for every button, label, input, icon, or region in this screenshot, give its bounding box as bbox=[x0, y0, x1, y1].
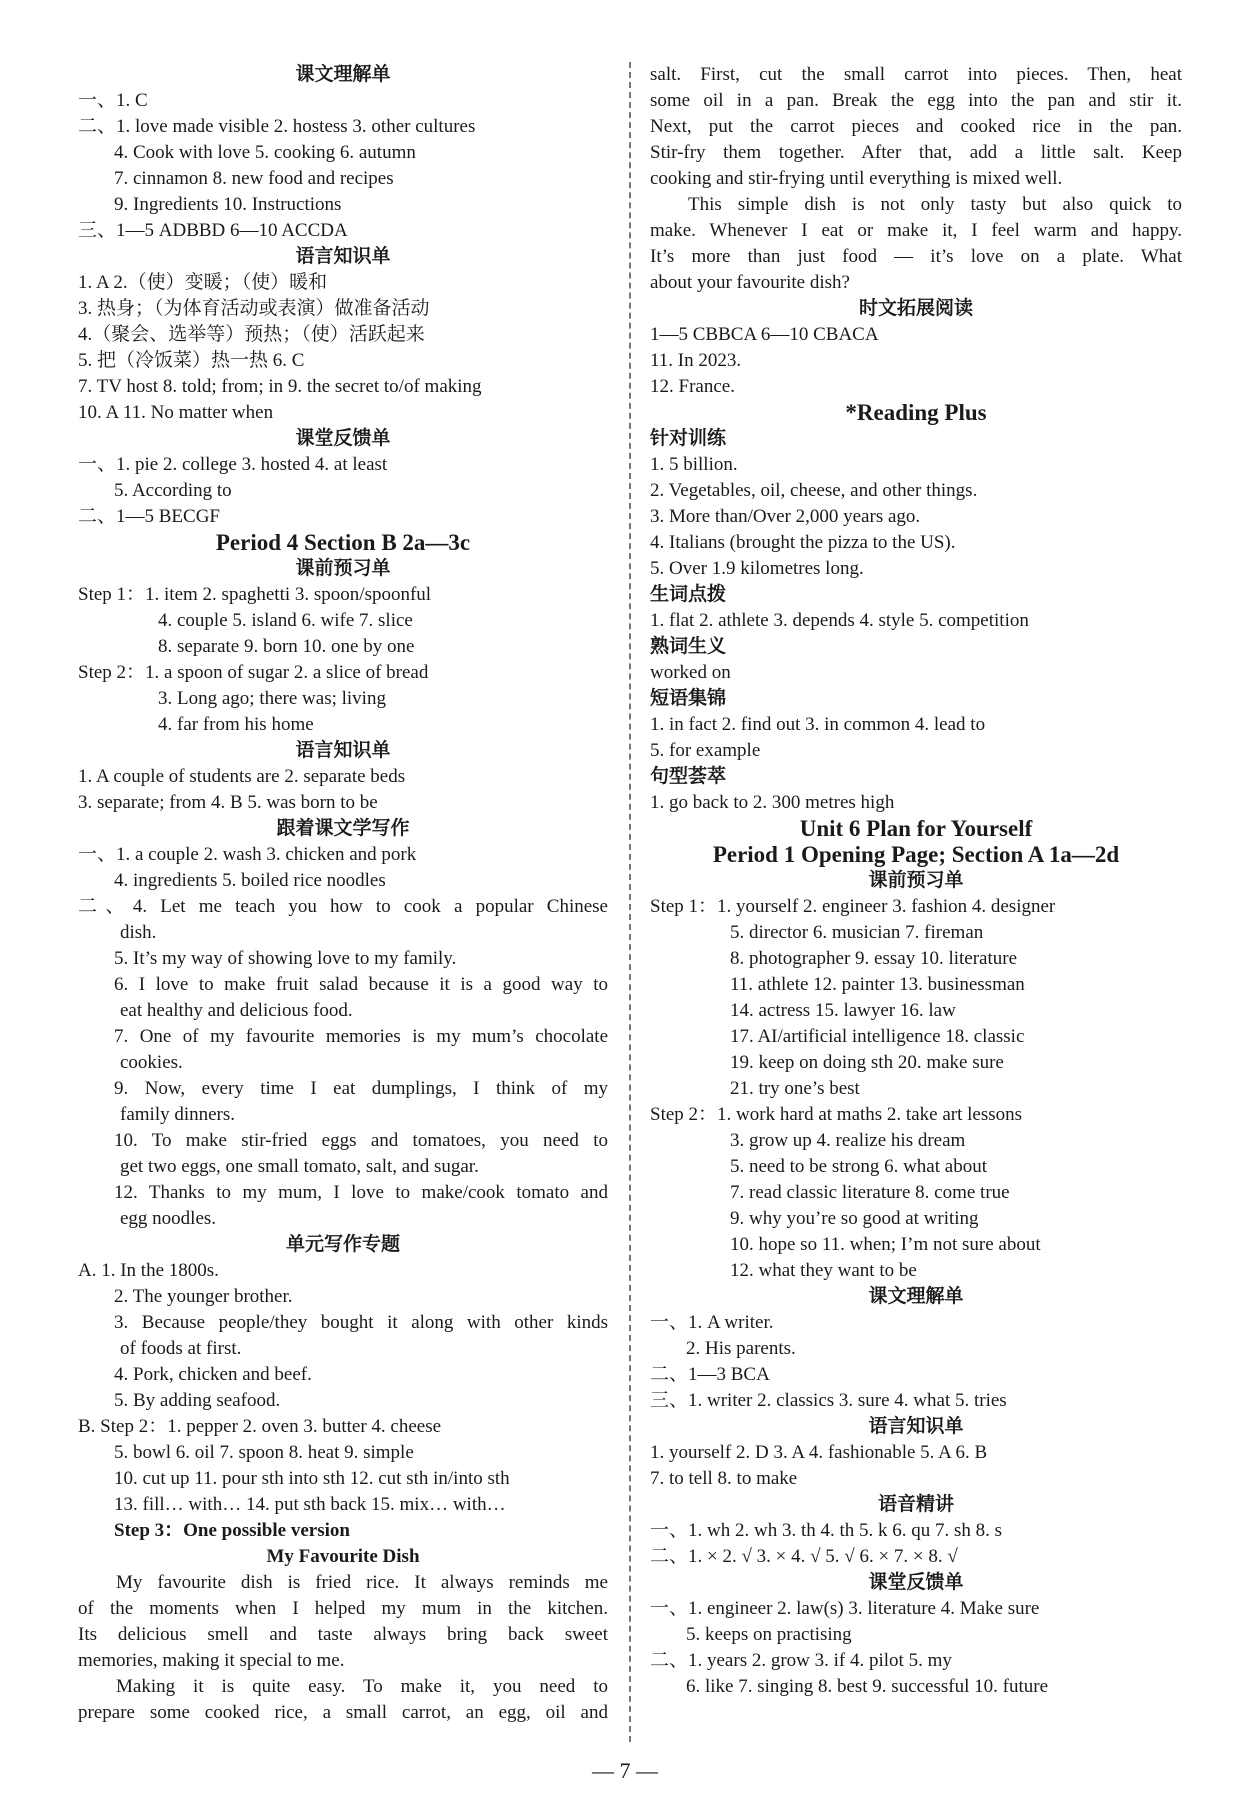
section-heading: Period 4 Section B 2a—3c bbox=[215, 530, 471, 555]
text-line: of the moments when I helped my mum in the kitchen. bbox=[78, 1598, 608, 1619]
text-line: 5. 把（冷饭菜）热一热 6. C bbox=[78, 350, 305, 371]
text-line: 5. bowl 6. oil 7. spoon 8. heat 9. simple bbox=[114, 1442, 414, 1463]
text-line: 10. cut up 11. pour sth into sth 12. cut sth in/into sth bbox=[114, 1468, 510, 1489]
text-line: 4. couple 5. island 6. wife 7. slice bbox=[158, 610, 413, 631]
section-heading: 语言知识单 bbox=[295, 740, 391, 761]
text-line: 17. AI/artificial intelligence 18. classic bbox=[730, 1026, 1025, 1047]
section-heading: Unit 6 Plan for Yourself bbox=[799, 816, 1033, 841]
section-heading: My Favourite Dish bbox=[266, 1546, 420, 1567]
text-line: 二、1—3 BCA bbox=[650, 1364, 770, 1385]
text-line: 4.（聚会、选举等）预热；（使）活跃起来 bbox=[78, 324, 425, 345]
text-line: 二、1. × 2. √ 3. × 4. √ 5. √ 6. × 7. × 8. √ bbox=[650, 1546, 958, 1567]
text-line: 7. cinnamon 8. new food and recipes bbox=[114, 168, 394, 189]
text-line: 3. More than/Over 2,000 years ago. bbox=[650, 506, 921, 527]
text-line: 6. I love to make fruit salad because it is a good way to bbox=[114, 974, 608, 995]
column-divider bbox=[629, 62, 631, 1742]
section-heading: 时文拓展阅读 bbox=[858, 298, 973, 319]
text-line: A. 1. In the 1800s. bbox=[78, 1260, 219, 1281]
text-line: 12. Thanks to my mum, I love to make/cook tomato and bbox=[114, 1182, 608, 1203]
text-line: 二、4. Let me teach you how to cook a popular Chinese bbox=[78, 896, 608, 917]
text-line: 针对训练 bbox=[650, 428, 727, 449]
text-line: Stir-fry them together. After that, add a little salt. Keep bbox=[650, 142, 1182, 163]
section-heading: 语言知识单 bbox=[295, 246, 391, 267]
text-line: It’s more than just food — it’s love on a plate. What bbox=[650, 246, 1182, 267]
text-line: 一、1. a couple 2. wash 3. chicken and pork bbox=[78, 844, 417, 865]
text-line: 8. photographer 9. essay 10. literature bbox=[730, 948, 1018, 969]
text-line: about your favourite dish? bbox=[650, 272, 850, 293]
text-line: 11. athlete 12. painter 13. businessman bbox=[730, 974, 1025, 995]
text-line: 1. 5 billion. bbox=[650, 454, 738, 475]
text-line: B. Step 2：1. pepper 2. oven 3. butter 4. cheese bbox=[78, 1416, 442, 1437]
text-line: cookies. bbox=[120, 1052, 183, 1073]
text-line: 一、1. A writer. bbox=[650, 1312, 774, 1333]
text-line: 三、1—5 ADBBD 6—10 ACCDA bbox=[78, 220, 348, 241]
text-line: 13. fill… with… 14. put sth back 15. mix… with… bbox=[114, 1494, 506, 1515]
text-line: 5. By adding seafood. bbox=[114, 1390, 281, 1411]
text-line: 4. Cook with love 5. cooking 6. autumn bbox=[114, 142, 416, 163]
text-line: 19. keep on doing sth 20. make sure bbox=[730, 1052, 1004, 1073]
section-heading: 单元写作专题 bbox=[285, 1234, 400, 1255]
text-line: Step 2：1. work hard at maths 2. take art lessons bbox=[650, 1104, 1023, 1125]
text-line: 熟词生义 bbox=[650, 636, 727, 657]
right-column bbox=[650, 62, 1182, 1700]
text-line: get two eggs, one small tomato, salt, and sugar. bbox=[120, 1156, 479, 1177]
section-heading: 课堂反馈单 bbox=[295, 428, 391, 449]
text-line: 5. According to bbox=[114, 480, 232, 501]
text-line: of foods at first. bbox=[120, 1338, 242, 1359]
section-heading: 课前预习单 bbox=[295, 558, 391, 579]
text-line: 3. separate; from 4. B 5. was born to be bbox=[78, 792, 378, 813]
text-line: some oil in a pan. Break the egg into the pan and stir it. bbox=[650, 90, 1182, 111]
text-line: worked on bbox=[650, 662, 731, 683]
text-line: egg noodles. bbox=[120, 1208, 217, 1229]
text-line: 三、1. writer 2. classics 3. sure 4. what 5. tries bbox=[650, 1390, 1007, 1411]
text-line: family dinners. bbox=[120, 1104, 236, 1125]
section-heading: 课文理解单 bbox=[868, 1286, 964, 1307]
text-line: Step 1：1. item 2. spaghetti 3. spoon/spoonful bbox=[78, 584, 432, 605]
text-line: 12. France. bbox=[650, 376, 735, 397]
text-line: This simple dish is not only tasty but also quick to bbox=[688, 194, 1182, 215]
text-line: cooking and stir-frying until everything is mixed well. bbox=[650, 168, 1063, 189]
text-line: 3. Because people/they bought it along with other kinds bbox=[114, 1312, 608, 1333]
text-line: 二、1—5 BECGF bbox=[78, 506, 220, 527]
text-line: 4. far from his home bbox=[158, 714, 314, 735]
text-line: 12. what they want to be bbox=[730, 1260, 917, 1281]
text-line: 8. separate 9. born 10. one by one bbox=[158, 636, 415, 657]
text-line: 生词点拨 bbox=[650, 584, 727, 605]
text-line: 3. 热身；（为体育活动或表演）做准备活动 bbox=[78, 298, 430, 319]
text-line: 1. yourself 2. D 3. A 4. fashionable 5. A 6. B bbox=[650, 1442, 988, 1463]
text-line: 5. need to be strong 6. what about bbox=[730, 1156, 987, 1177]
text-line: salt. First, cut the small carrot into pieces. Then, heat bbox=[650, 64, 1182, 85]
text-line: 一、1. wh 2. wh 3. th 4. th 5. k 6. qu 7. sh 8. s bbox=[650, 1520, 1003, 1541]
text-line: 短语集锦 bbox=[650, 688, 727, 709]
section-heading: 语音精讲 bbox=[877, 1494, 954, 1515]
text-line: 10. To make stir-fried eggs and tomatoes, you need to bbox=[114, 1130, 608, 1151]
text-line: 1. A couple of students are 2. separate beds bbox=[78, 766, 406, 787]
text-line: 2. The younger brother. bbox=[114, 1286, 293, 1307]
text-line: 1. go back to 2. 300 metres high bbox=[650, 792, 895, 813]
text-line: Step 1：1. yourself 2. engineer 3. fashion 4. designer bbox=[650, 896, 1056, 917]
section-heading: 语言知识单 bbox=[868, 1416, 964, 1437]
text-line: 一、1. engineer 2. law(s) 3. literature 4. Make sure bbox=[650, 1598, 1040, 1619]
left-column bbox=[78, 62, 608, 1726]
section-heading: 跟着课文学写作 bbox=[276, 818, 410, 839]
text-line: Making it is quite easy. To make it, you need to bbox=[116, 1676, 608, 1697]
text-line: 5. It’s my way of showing love to my family. bbox=[114, 948, 457, 969]
text-line: 1. A 2.（使）变暖；（使）暖和 bbox=[78, 272, 328, 293]
text-line: memories, making it special to me. bbox=[78, 1650, 345, 1671]
text-line: 9. Now, every time I eat dumplings, I think of my bbox=[114, 1078, 608, 1099]
text-line: 5. keeps on practising bbox=[686, 1624, 852, 1645]
text-line: 1. in fact 2. find out 3. in common 4. lead to bbox=[650, 714, 986, 735]
text-line: 一、1. pie 2. college 3. hosted 4. at least bbox=[78, 454, 388, 475]
text-line: 2. Vegetables, oil, cheese, and other things. bbox=[650, 480, 978, 501]
text-line: 5. for example bbox=[650, 740, 761, 761]
text-line: 3. Long ago; there was; living bbox=[158, 688, 386, 709]
text-line: 6. like 7. singing 8. best 9. successful 10. future bbox=[686, 1676, 1049, 1697]
text-line: prepare some cooked rice, a small carrot, an egg, oil and bbox=[78, 1702, 608, 1723]
section-heading: 课前预习单 bbox=[868, 870, 964, 891]
text-line: 9. Ingredients 10. Instructions bbox=[114, 194, 342, 215]
text-line: 二、1. love made visible 2. hostess 3. other cultures bbox=[78, 116, 476, 137]
section-heading: *Reading Plus bbox=[845, 400, 987, 425]
text-line: 5. director 6. musician 7. fireman bbox=[730, 922, 984, 943]
text-line: 1—5 CBBCA 6—10 CBACA bbox=[650, 324, 879, 345]
text-line: 1. flat 2. athlete 3. depends 4. style 5. competition bbox=[650, 610, 1029, 631]
text-line: Step 2：1. a spoon of sugar 2. a slice of bread bbox=[78, 662, 429, 683]
text-line: 21. try one’s best bbox=[730, 1078, 860, 1099]
text-line: 4. Pork, chicken and beef. bbox=[114, 1364, 312, 1385]
text-line: 7. One of my favourite memories is my mum’s chocolate bbox=[114, 1026, 608, 1047]
text-line: 7. read classic literature 8. come true bbox=[730, 1182, 1010, 1203]
text-line: 一、1. C bbox=[78, 90, 148, 111]
text-line: dish. bbox=[120, 922, 157, 943]
text-line: Next, put the carrot pieces and cooked rice in the pan. bbox=[650, 116, 1182, 137]
text-line: 4. Italians (brought the pizza to the US). bbox=[650, 532, 956, 553]
text-line: 7. to tell 8. to make bbox=[650, 1468, 798, 1489]
text-line: 7. TV host 8. told; from; in 9. the secret to/of making bbox=[78, 376, 482, 397]
text-line: 句型荟萃 bbox=[650, 766, 727, 787]
text-line: 二、1. years 2. grow 3. if 4. pilot 5. my bbox=[650, 1650, 952, 1671]
text-line: 14. actress 15. lawyer 16. law bbox=[730, 1000, 956, 1021]
text-line: 2. His parents. bbox=[686, 1338, 796, 1359]
section-heading: 课文理解单 bbox=[295, 64, 391, 85]
text-line: eat healthy and delicious food. bbox=[120, 1000, 353, 1021]
text-line: make. Whenever I eat or make it, I feel warm and happy. bbox=[650, 220, 1182, 241]
text-line: 10. hope so 11. when; I’m not sure about bbox=[730, 1234, 1041, 1255]
text-line: 9. why you’re so good at writing bbox=[730, 1208, 979, 1229]
text-line: 5. Over 1.9 kilometres long. bbox=[650, 558, 864, 579]
text-line: 3. grow up 4. realize his dream bbox=[730, 1130, 966, 1151]
text-line: Step 3：One possible version bbox=[114, 1520, 350, 1541]
text-line: Its delicious smell and taste always bring back sweet bbox=[78, 1624, 608, 1645]
page-number: — 7 — bbox=[592, 1758, 658, 1783]
section-heading: Period 1 Opening Page; Section A 1a—2d bbox=[712, 842, 1120, 867]
text-line: My favourite dish is fried rice. It always reminds me bbox=[116, 1572, 608, 1593]
text-line: 10. A 11. No matter when bbox=[78, 402, 274, 423]
text-line: 11. In 2023. bbox=[650, 350, 742, 371]
text-line: 4. ingredients 5. boiled rice noodles bbox=[114, 870, 386, 891]
section-heading: 课堂反馈单 bbox=[868, 1572, 964, 1593]
